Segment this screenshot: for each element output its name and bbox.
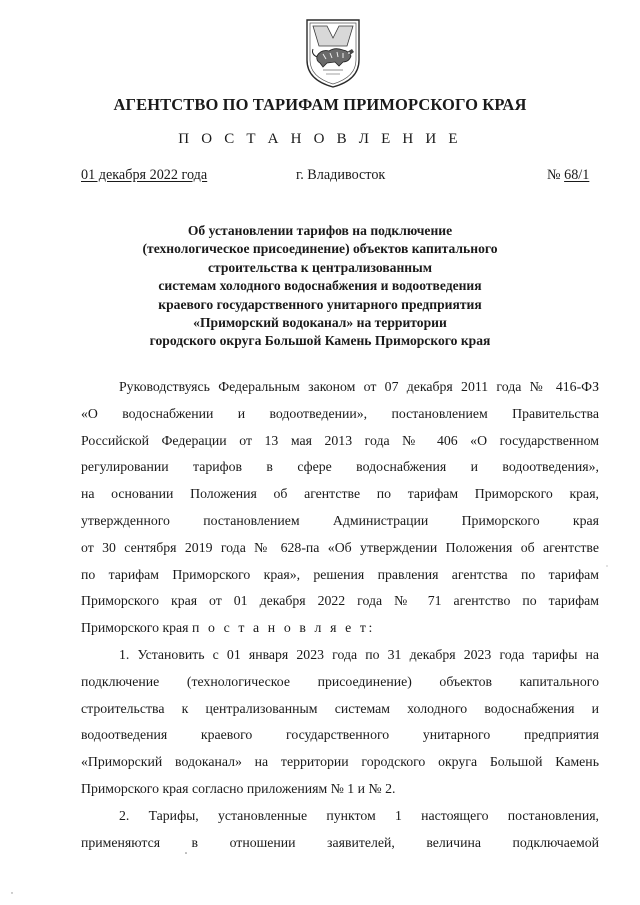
title-line: краевого государственного унитарного предприятия [158, 296, 482, 312]
body-line: на основании Положения об агентстве по тарифам Приморского края, [81, 486, 599, 502]
body-line: 1. Установить с 01 января 2023 года по 31 декабря 2023 года тарифы на [119, 646, 599, 662]
document-city: г. Владивосток [296, 167, 386, 183]
number-prefix: № [547, 167, 561, 183]
body-line-text: Приморского края [81, 620, 189, 636]
document-type: П О С Т А Н О В Л Е Н И Е [178, 131, 462, 147]
body-line: Приморского края согласно приложениям № 1 и № 2. [81, 780, 396, 796]
body-line: 2. Тарифы, установленные пунктом 1 настоящего постановления, [119, 807, 599, 823]
body-line: утвержденного постановлением Администрации Приморского края [81, 512, 599, 528]
body-line: подключение (технологическое присоединение) объектов капитального [81, 673, 599, 689]
body-line: Российской Федерации от 13 мая 2013 года № 406 «О государственном [81, 432, 599, 448]
title-line: системам холодного водоснабжения и водоотведения [158, 278, 482, 294]
body-line: Руководствуясь Федеральным законом от 07 декабря 2011 года № 416-ФЗ [119, 379, 599, 394]
title-line: «Приморский водоканал» на территории [193, 315, 447, 331]
title-line: строительства к централизованным [207, 259, 433, 275]
body-line: строительства к централизованным системам холодного водоснабжения и [81, 700, 599, 716]
body-line: водоотведения краевого государственного унитарного предприятия [81, 727, 599, 743]
body-line: Приморского края от 01 декабря 2022 года № 71 агентство по тарифам [81, 593, 599, 609]
agency-name: АГЕНТСТВО ПО ТАРИФАМ ПРИМОРСКОГО КРАЯ [113, 95, 527, 114]
title-line: городского округа Большой Камень Приморского края [149, 333, 491, 349]
body-line: «О водоснабжении и водоотведении», постановлением Правительства [81, 405, 599, 421]
number-value: 68/1 [564, 167, 590, 183]
document-date: 01 декабря 2022 года [81, 167, 208, 183]
title-line: Об установлении тарифов на подключение [187, 223, 453, 238]
body-line: регулировании тарифов в сфере водоснабжения и водоотведения», [81, 459, 599, 475]
title-line: (технологическое присоединение) объектов капитального [142, 241, 498, 257]
body-line: «Приморский водоканал» на территории городского округа Большой Камень [81, 754, 599, 770]
body-line: применяются в отношении заявителей, величина подключаемой [81, 834, 599, 850]
body-line: от 30 сентября 2019 года № 628-па «Об утверждении Положения об агентстве [81, 539, 599, 555]
resolves-word: п о с т а н о в л я е т: [192, 620, 375, 636]
body-line: по тарифам Приморского края», решения правления агентства по тарифам [81, 566, 599, 582]
